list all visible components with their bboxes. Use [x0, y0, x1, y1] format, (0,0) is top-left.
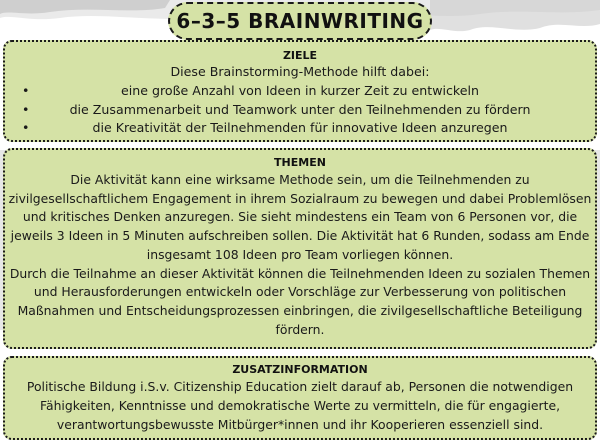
themen-paragraph-2: Durch die Teilnahme an dieser Aktivität können die Teilnehmenden Ideen zu sozialen Themen und Herausforderungen entwickeln oder Vorschläge zur Verbesserung von politischen Maßnahmen und Entscheidungsprozessen einbringen, die zivilgesellschaftliche Beteiligung fördern. — [9, 265, 591, 337]
themen-paragraph-1: Die Aktivität kann eine wirksame Methode sein, um die Teilnehmenden zu zivilgesellschaftlichem Engagement in ihrem Sozialraum zu bewegen und dabei Problemlösen und kritisches Denken anzuregen. Sie sieht mindestens ein Team von 6 Personen vor, die jeweils 3 Ideen in 5 Minuten aufschreiben sollen. Die Aktivität hat 6 Runden, sodass am Ende insgesamt 108 Ideen pro Team vorliegen können. — [8, 172, 592, 262]
list-item: • die Kreativität der Teilnehmenden für innovative Ideen anzuregen — [5, 119, 595, 138]
themen-card — [3, 148, 597, 349]
ziele-card — [3, 40, 597, 142]
page-title: 6–3–5 BRAINWRITING — [168, 2, 432, 40]
zusatz-body: Politische Bildung i.S.v. Citizenship Education zielt darauf ab, Personen die notwendigen Fähigkeiten, Kenntnisse und demokratische Werte zu vermitteln, die für engagierte, verantwortungsbewusste Mitbürger*innen und ihr Kooperieren essenziell sind. — [26, 379, 574, 433]
ziele-intro: Diese Brainstorming-Methode hilft dabei: — [170, 64, 430, 79]
list-item: • die Zusammenarbeit und Teamwork unter den Teilnehmenden zu fördern — [5, 101, 595, 120]
list-item: • eine große Anzahl von Ideen in kurzer Zeit zu entwickeln — [5, 82, 595, 101]
ziele-heading: ZIELE — [282, 49, 318, 62]
zusatz-card — [3, 356, 597, 440]
ziele-list — [5, 82, 595, 138]
zusatz-heading: ZUSATZINFORMATION — [232, 363, 368, 376]
themen-heading: THEMEN — [274, 156, 326, 169]
